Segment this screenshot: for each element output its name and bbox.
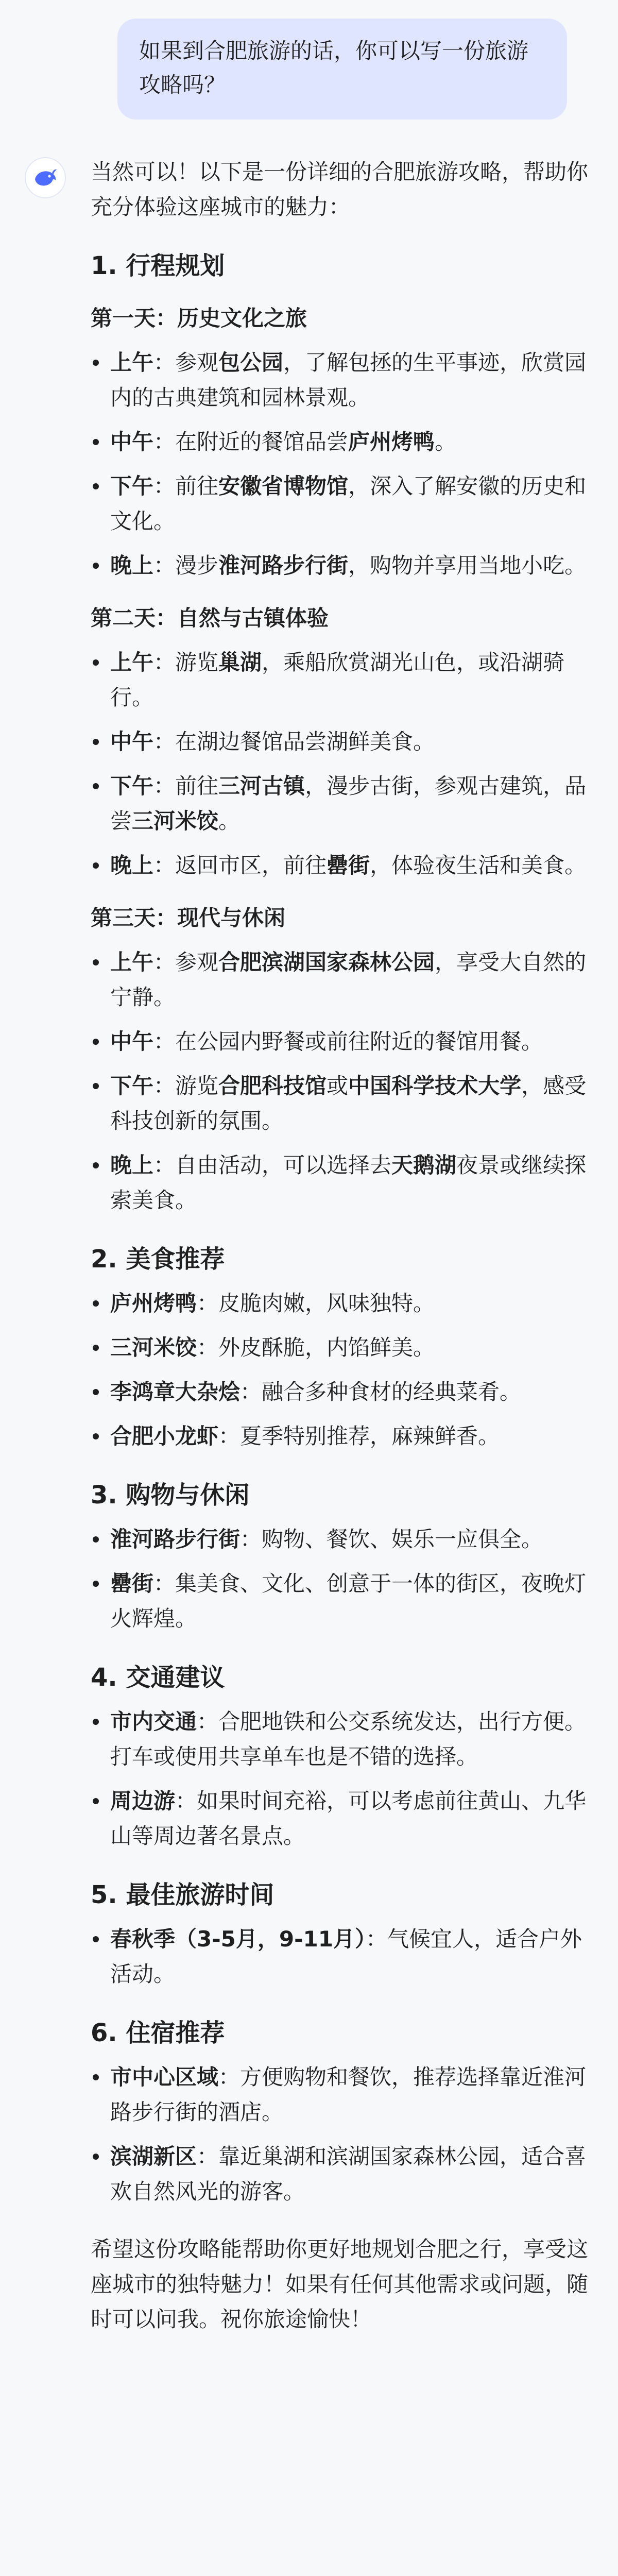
item-label: 合肥小龙虾 — [110, 1423, 219, 1449]
bullet-dot — [93, 739, 99, 745]
item-label: 晚上 — [110, 853, 154, 878]
transport-list — [91, 1704, 595, 1854]
item-text: 自由活动，可以选择去 — [175, 1153, 392, 1178]
item-text: 皮脆肉嫩，风味独特。 — [218, 1291, 435, 1316]
item-text: ： — [240, 1527, 262, 1552]
item-text: ，体验夜生活和美食。 — [370, 853, 587, 878]
whale-logo-icon — [32, 165, 58, 191]
item-label: 中午 — [110, 729, 154, 754]
list-item — [91, 645, 595, 715]
item-text: ： — [197, 1709, 219, 1734]
closing-text: 希望这份攻略能帮助你更好地规划合肥之行，享受这座城市的独特魅力！如果有任何其他需求或问题，随时可以问我。祝你旅途愉快！ — [91, 2236, 589, 2332]
item-text: 外皮酥脆，内馅鲜美。 — [218, 1335, 435, 1360]
item-text: 游览 — [175, 1073, 219, 1098]
item-highlight: 合肥滨湖国家森林公园 — [218, 950, 435, 975]
itinerary-list — [91, 345, 595, 583]
bullet-dot — [93, 1039, 99, 1045]
bullet-dot — [93, 862, 99, 869]
item-text: ，购物并享用当地小吃。 — [348, 553, 587, 578]
section-heading: 1. 行程规划 — [91, 251, 225, 280]
item-label: 上午 — [110, 350, 154, 375]
item-text: ： — [218, 2064, 241, 2090]
intro-text: 当然可以！以下是一份详细的合肥旅游攻略，帮助你充分体验这座城市的魅力： — [91, 159, 589, 219]
bullet-dot — [93, 959, 99, 965]
assistant-avatar — [25, 157, 66, 198]
list-item — [91, 1286, 595, 1321]
item-text: 或 — [327, 1073, 349, 1098]
lodging-list — [91, 2060, 595, 2209]
list-item — [91, 1784, 595, 1854]
item-text: ： — [153, 853, 176, 878]
list-item — [91, 548, 595, 583]
bullet-dot — [93, 563, 99, 569]
item-text: 漫步 — [175, 553, 219, 578]
item-text: ： — [153, 553, 176, 578]
item-text: ： — [197, 1291, 219, 1316]
item-text: ： — [153, 473, 176, 499]
user-message-bubble: 如果到合肥旅游的话，你可以写一份旅游攻略吗？ — [117, 19, 567, 120]
item-highlight: 三河古镇 — [218, 773, 305, 799]
item-text: ： — [153, 729, 176, 754]
item-label: 下午 — [110, 1073, 154, 1098]
bullet-dot — [93, 360, 99, 366]
bullet-dot — [93, 2074, 99, 2080]
item-text: 游览 — [175, 650, 219, 675]
list-item — [91, 769, 595, 839]
item-label: 中午 — [110, 1029, 154, 1054]
bullet-dot — [93, 1300, 99, 1307]
item-text: ： — [365, 1926, 387, 1952]
subsection-heading: 第三天：现代与休闲 — [91, 905, 286, 930]
bullet-dot — [93, 1536, 99, 1543]
list-item — [91, 848, 595, 883]
list-item — [91, 2060, 595, 2130]
item-highlight: 巢湖 — [218, 650, 262, 675]
item-label: 三河米饺 — [110, 1335, 197, 1360]
item-text: ： — [153, 1073, 176, 1098]
itinerary-list — [91, 645, 595, 883]
item-text: 夜景或继续探索美食。 — [110, 1153, 587, 1213]
list-item — [91, 945, 595, 1015]
item-text: 在公园内野餐或前往附近的餐馆用餐。 — [175, 1029, 543, 1054]
item-text: 方便购物和餐饮，推荐选择靠近淮河路步行街的酒店。 — [110, 2064, 587, 2125]
item-text: ： — [153, 650, 176, 675]
item-highlight: 包公园 — [218, 350, 284, 375]
bullet-dot — [93, 659, 99, 666]
list-item — [91, 1069, 595, 1139]
bullet-dot — [93, 1936, 99, 1942]
item-text: 靠近巢湖和滨湖国家森林公园，适合喜欢自然风光的游客。 — [110, 2144, 587, 2204]
bullet-dot — [93, 1581, 99, 1587]
item-text: 参观 — [175, 950, 219, 975]
list-item — [91, 1148, 595, 1218]
itinerary-list — [91, 945, 595, 1218]
item-text: ，感受科技创新的氛围。 — [110, 1073, 587, 1133]
item-text: ： — [153, 950, 176, 975]
item-label: 下午 — [110, 773, 154, 799]
item-highlight: 合肥科技馆 — [218, 1073, 327, 1098]
item-highlight: 安徽省博物馆 — [218, 473, 349, 499]
list-item — [91, 2139, 595, 2209]
item-highlight: 中国科学技术大学 — [348, 1073, 522, 1098]
list-item — [91, 1375, 595, 1410]
item-label: 中午 — [110, 429, 154, 454]
item-label: 下午 — [110, 473, 154, 499]
item-text: 在湖边餐馆品尝湖鲜美食。 — [175, 729, 435, 754]
item-text: 在附近的餐馆品尝 — [175, 429, 349, 454]
item-label: 市中心区域 — [110, 2064, 219, 2090]
list-item — [91, 1024, 595, 1059]
item-text: 集美食、文化、创意于一体的街区，夜晚灯火辉煌。 — [110, 1571, 587, 1631]
item-label: 晚上 — [110, 1153, 154, 1178]
item-label: 市内交通 — [110, 1709, 197, 1734]
item-text: ： — [153, 773, 176, 799]
item-label: 淮河路步行街 — [110, 1527, 241, 1552]
item-text: ： — [197, 2144, 219, 2169]
item-text: 。 — [218, 808, 241, 834]
item-highlight: 天鹅湖 — [391, 1153, 457, 1178]
bullet-dot — [93, 1389, 99, 1395]
item-text: ： — [218, 1423, 241, 1449]
section-heading: 6. 住宿推荐 — [91, 2019, 225, 2047]
item-text: 合肥地铁和公交系统发达，出行方便。打车或使用共享单车也是不错的选择。 — [110, 1709, 587, 1769]
food-list — [91, 1286, 595, 1454]
list-item — [91, 1704, 595, 1774]
item-text: ，深入了解安徽的历史和文化。 — [110, 473, 587, 534]
item-text: 气候宜人，适合户外活动。 — [110, 1926, 582, 1987]
list-item — [91, 1566, 595, 1636]
section-heading: 4. 交通建议 — [91, 1663, 225, 1692]
item-text: ： — [153, 1571, 176, 1596]
item-label: 李鸿章大杂烩 — [110, 1379, 241, 1404]
item-label: 罍街 — [110, 1571, 154, 1596]
list-item — [91, 1522, 595, 1557]
item-text: 如果时间充裕，可以考虑前往黄山、九华山等周边著名景点。 — [110, 1788, 587, 1849]
item-text: ： — [153, 1029, 176, 1054]
subsection-heading: 第二天：自然与古镇体验 — [91, 605, 329, 631]
section-heading: 3. 购物与休闲 — [91, 1481, 250, 1510]
season-list — [91, 1922, 595, 1992]
item-highlight: 罍街 — [327, 853, 370, 878]
item-text: 购物、餐饮、娱乐一应俱全。 — [262, 1527, 543, 1552]
item-text: ，漫步古街，参观古建筑，品尝 — [110, 773, 587, 834]
bullet-dot — [93, 1083, 99, 1089]
item-label: 庐州烤鸭 — [110, 1291, 197, 1316]
item-label: 上午 — [110, 950, 154, 975]
item-label: 春秋季（3-5月，9-11月） — [110, 1926, 366, 1952]
item-text: ，乘船欣赏湖光山色，或沿湖骑行。 — [110, 650, 565, 710]
bullet-dot — [93, 783, 99, 789]
bullet-dot — [93, 1798, 99, 1804]
list-item — [91, 1922, 595, 1992]
list-item — [91, 1330, 595, 1365]
item-text: 夏季特别推荐，麻辣鲜香。 — [240, 1423, 500, 1449]
item-highlight: 淮河路步行街 — [218, 553, 349, 578]
item-text: 前往 — [175, 773, 219, 799]
bullet-dot — [93, 1719, 99, 1725]
bullet-dot — [93, 439, 99, 445]
bullet-dot — [93, 483, 99, 489]
list-item — [91, 724, 595, 759]
section-heading: 2. 美食推荐 — [91, 1245, 225, 1274]
list-item — [91, 469, 595, 539]
item-text: ： — [197, 1335, 219, 1360]
item-label: 晚上 — [110, 553, 154, 578]
bullet-dot — [93, 1433, 99, 1439]
item-text: 。 — [435, 429, 457, 454]
item-label: 周边游 — [110, 1788, 176, 1814]
section-heading: 5. 最佳旅游时间 — [91, 1880, 274, 1909]
item-text: 参观 — [175, 350, 219, 375]
subsection-heading: 第一天：历史文化之旅 — [91, 306, 307, 331]
item-text: 融合多种食材的经典菜肴。 — [262, 1379, 522, 1404]
item-highlight: 三河米饺 — [132, 808, 219, 834]
item-text: 前往 — [175, 473, 219, 499]
shopping-list — [91, 1522, 595, 1636]
item-text: ： — [153, 429, 176, 454]
list-item — [91, 1419, 595, 1454]
bullet-dot — [93, 1345, 99, 1351]
item-label: 滨湖新区 — [110, 2144, 197, 2169]
bullet-dot — [93, 2154, 99, 2160]
item-text: ，享受大自然的宁静。 — [110, 950, 587, 1010]
list-item — [91, 425, 595, 460]
item-text: ： — [175, 1788, 197, 1814]
bullet-dot — [93, 1162, 99, 1168]
item-highlight: 庐州烤鸭 — [348, 429, 435, 454]
item-text: ： — [153, 350, 176, 375]
list-item — [91, 345, 595, 415]
item-text: ： — [153, 1153, 176, 1178]
item-text: ，了解包拯的生平事迹，欣赏园内的古典建筑和园林景观。 — [110, 350, 587, 410]
item-label: 上午 — [110, 650, 154, 675]
item-text: ： — [240, 1379, 262, 1404]
assistant-message — [91, 155, 595, 2337]
item-text: 返回市区，前往 — [175, 853, 327, 878]
